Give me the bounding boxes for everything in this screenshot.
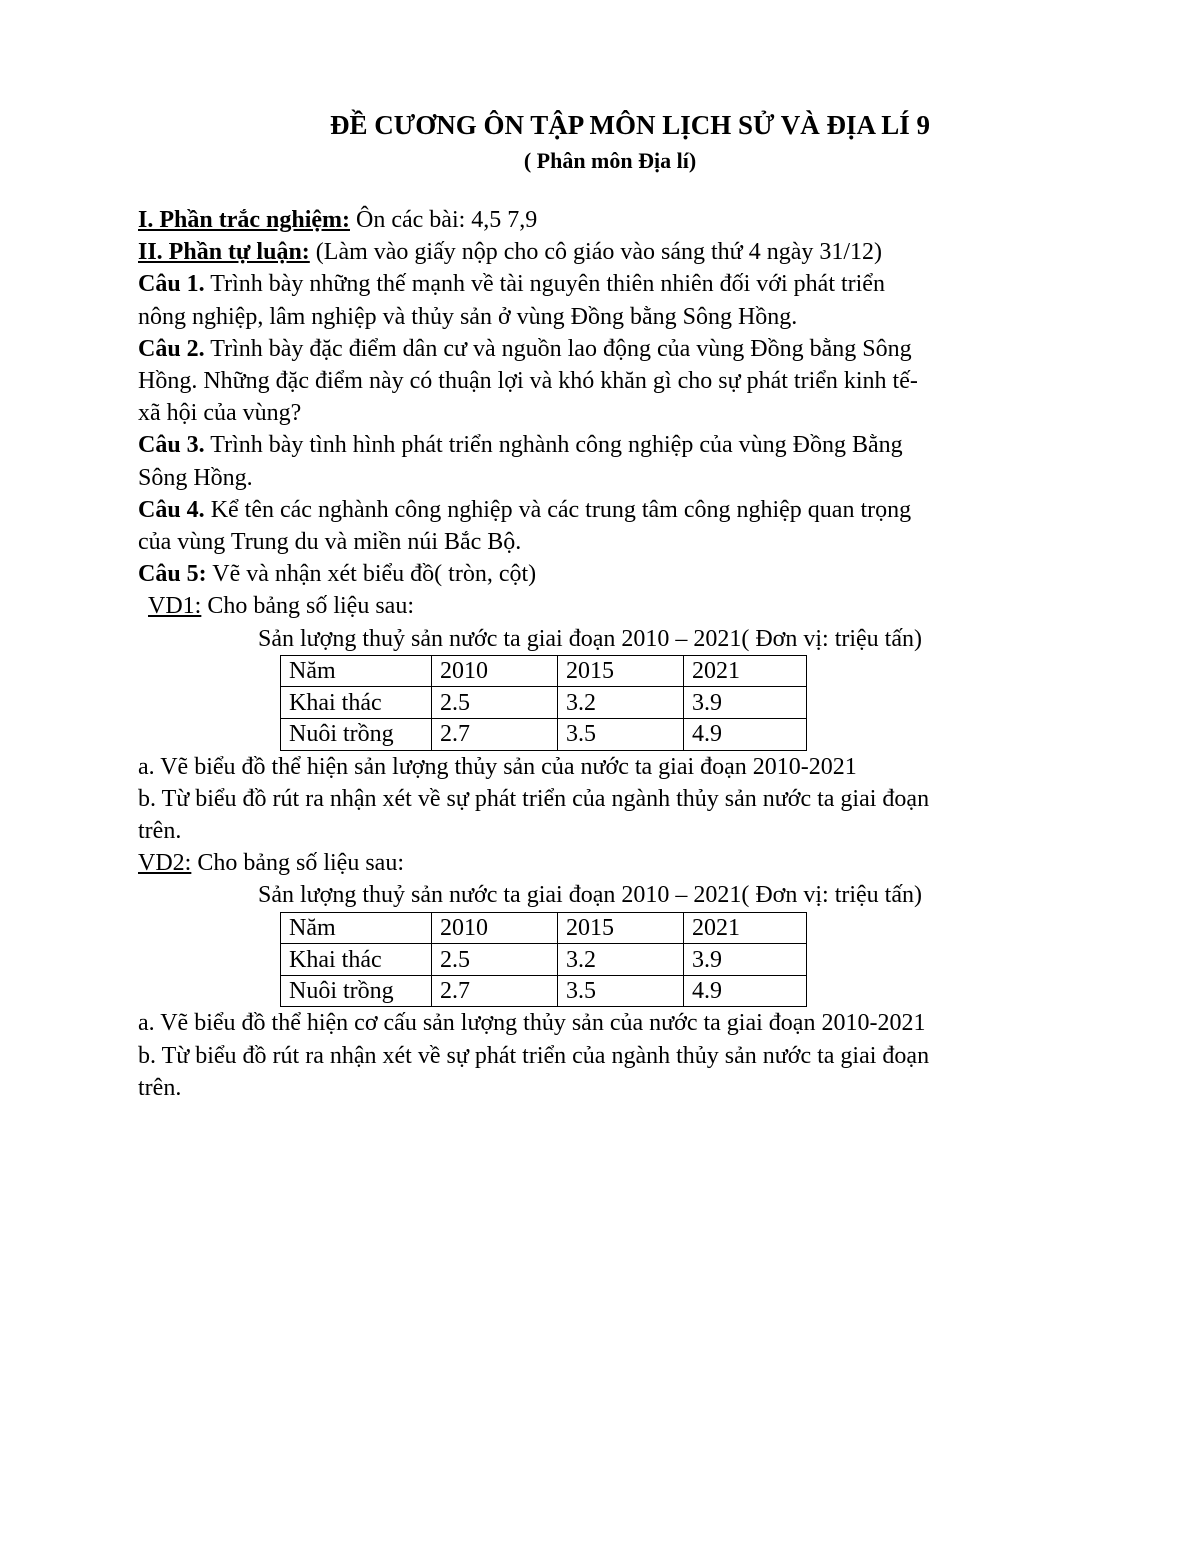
table-header-cell: 2010: [432, 912, 558, 944]
table-cell: 3.2: [558, 944, 684, 976]
table-row: [281, 912, 807, 944]
question-4-label: Câu 4.: [138, 496, 205, 523]
table-cell: 3.5: [558, 975, 684, 1007]
vd1-intro: Cho bảng số liệu sau:: [201, 593, 414, 620]
table-cell: Nuôi trồng: [281, 975, 432, 1007]
table-cell: 3.5: [558, 719, 684, 751]
vd1-task-a: a. Vẽ biểu đồ thể hiện sản lượng thủy sản của nước ta giai đoạn 2010-2021: [138, 753, 857, 780]
question-2-line-2: Hồng. Những đặc điểm này có thuận lợi và khó khăn gì cho sự phát triển kinh tế-: [138, 368, 918, 395]
table-header-cell: Năm: [281, 912, 432, 944]
table-cell: 2.5: [432, 687, 558, 719]
document-subtitle: ( Phân môn Địa lí): [523, 148, 697, 173]
table-cell: 3.2: [558, 687, 684, 719]
question-3-text: Trình bày tình hình phát triển nghành công nghiệp của vùng Đồng Bằng: [204, 432, 903, 459]
question-4-line-1: [138, 494, 1078, 526]
table-header-cell: 2015: [558, 655, 684, 687]
table-header-cell: 2015: [558, 912, 684, 944]
table-row: [281, 687, 807, 719]
question-1-text: Trình bày những thế mạnh về tài nguyên thiên nhiên đối với phát triển: [204, 271, 885, 298]
question-1-line-2: nông nghiệp, lâm nghiệp và thủy sản ở vùng Đồng bằng Sông Hồng.: [138, 303, 798, 330]
table-header-cell: 2010: [432, 655, 558, 687]
part2-line: [138, 236, 1078, 268]
question-1-line-1: [138, 268, 1078, 300]
question-5-text: Vẽ và nhận xét biểu đồ( tròn, cột): [206, 561, 537, 588]
table-header-cell: 2021: [684, 655, 807, 687]
vd2-label: VD2:: [138, 850, 192, 877]
part2-heading: II. Phần tự luận:: [138, 239, 310, 266]
vd2-task-b-line-2: trên.: [138, 1074, 182, 1101]
vd2-intro: Cho bảng số liệu sau:: [191, 850, 404, 877]
table-cell: 3.9: [684, 944, 807, 976]
part1-line: [138, 204, 1078, 236]
question-3-line-1: [138, 429, 1078, 461]
vd1-label: VD1:: [148, 593, 202, 620]
question-1-label: Câu 1.: [138, 271, 205, 298]
vd2-table-caption: Sản lượng thuỷ sản nước ta giai đoạn 2010 – 2021( Đơn vị: triệu tấn): [258, 882, 922, 909]
vd1-table-caption: Sản lượng thuỷ sản nước ta giai đoạn 2010 – 2021( Đơn vị: triệu tấn): [258, 625, 922, 652]
question-2-line-1: [138, 333, 1078, 365]
table-cell: 2.7: [432, 975, 558, 1007]
question-5-label: Câu 5:: [138, 561, 207, 588]
table-header-cell: Năm: [281, 655, 432, 687]
vd2-data-table: [280, 912, 807, 1008]
table-cell: 3.9: [684, 687, 807, 719]
document-body: [138, 204, 1078, 1104]
vd1-data-table: [280, 655, 807, 751]
part1-text: Ôn các bài: 4,5 7,9: [350, 207, 538, 233]
table-cell: 2.5: [432, 944, 558, 976]
table-cell: Nuôi trồng: [281, 719, 432, 751]
question-4-line-2: của vùng Trung du và miền núi Bắc Bộ.: [138, 529, 522, 556]
question-5-line-1: [138, 558, 1078, 590]
part1-heading: I. Phần trắc nghiệm:: [138, 207, 350, 233]
question-3-line-2: Sông Hồng.: [138, 464, 253, 491]
question-2-label: Câu 2.: [138, 335, 205, 362]
table-row: [281, 719, 807, 751]
table-row: [281, 944, 807, 976]
part2-text: (Làm vào giấy nộp cho cô giáo vào sáng thứ 4 ngày 31/12): [309, 239, 882, 266]
table-cell: 4.9: [684, 719, 807, 751]
table-header-cell: 2021: [684, 912, 807, 944]
table-cell: 2.7: [432, 719, 558, 751]
question-2-text: Trình bày đặc điểm dân cư và nguồn lao động của vùng Đồng bằng Sông: [204, 335, 912, 362]
table-cell: Khai thác: [281, 687, 432, 719]
vd1-line: [138, 590, 1078, 622]
vd2-task-b-line-1: b. Từ biểu đồ rút ra nhận xét về sự phát triển của ngành thủy sản nước ta giai đoạn: [138, 1042, 930, 1069]
vd1-task-b-line-1: b. Từ biểu đồ rút ra nhận xét về sự phát triển của ngành thủy sản nước ta giai đoạn: [138, 785, 930, 812]
table-cell: Khai thác: [281, 944, 432, 976]
table-row: [281, 655, 807, 687]
vd1-task-b-line-2: trên.: [138, 818, 182, 845]
question-2-line-3: xã hội của vùng?: [138, 400, 302, 427]
question-3-label: Câu 3.: [138, 432, 205, 459]
table-cell: 4.9: [684, 975, 807, 1007]
table-row: [281, 975, 807, 1007]
vd2-task-a: a. Vẽ biểu đồ thể hiện cơ cấu sản lượng thủy sản của nước ta giai đoạn 2010-2021: [138, 1010, 926, 1037]
vd2-line: [138, 847, 1078, 879]
document-title: ĐỀ CƯƠNG ÔN TẬP MÔN LỊCH SỬ VÀ ĐỊA LÍ 9: [329, 110, 931, 140]
question-4-text: Kể tên các nghành công nghiệp và các trung tâm công nghiệp quan trọng: [204, 496, 912, 523]
